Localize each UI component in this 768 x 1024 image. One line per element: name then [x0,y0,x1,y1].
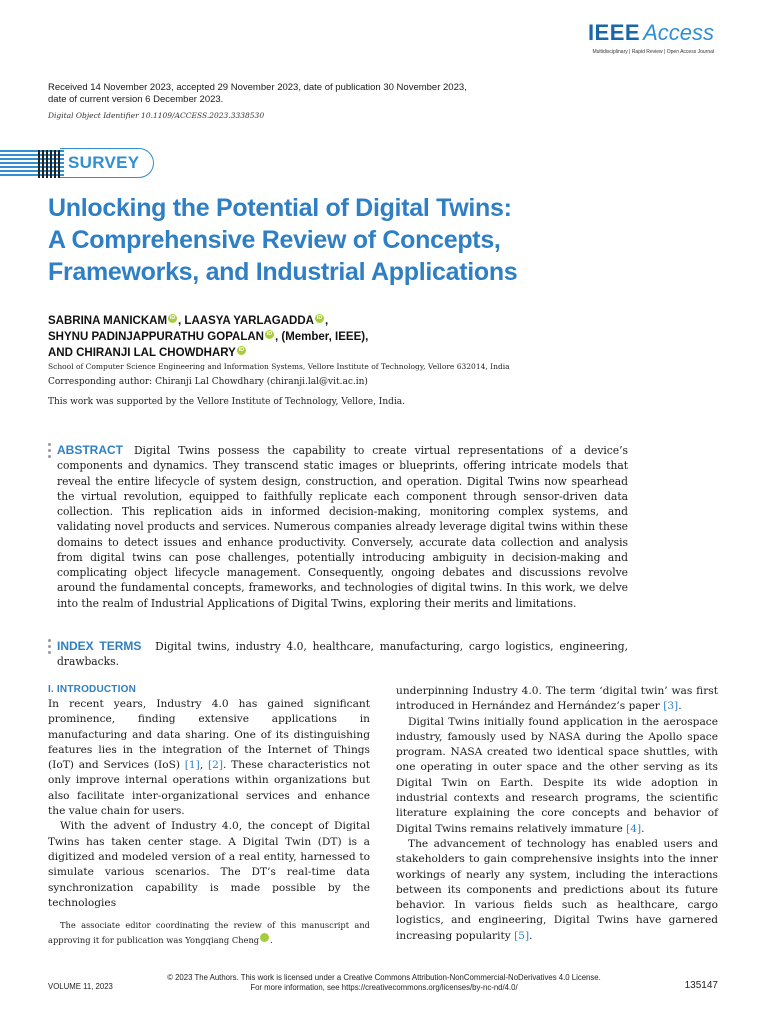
citation-link[interactable]: [1] [184,759,200,772]
paragraph-text: In recent years, Industry 4.0 has gained significant prominence, finding extensive applications in manufacturing and data sharing. One of its distinguishing features lies in the integration of the Internet of Things (IoT) and Services (IoS) [48,698,370,772]
author-line-1 [48,313,608,329]
orcid-icon[interactable]: iD [260,933,269,942]
section-heading: I. INTRODUCTION [48,684,136,695]
license-line2[interactable]: For more information, see https://creativecommons.org/licenses/by-nc-nd/4.0/ [250,983,518,992]
paragraph [48,697,370,819]
publication-dates-line1: Received 14 November 2023, accepted 29 November 2023, date of publication 30 November 2023, [48,82,467,93]
author-membership: , (Member, IEEE), [274,331,369,343]
abstract-text: Digital Twins possess the capability to create virtual representations of a device’s components and dynamics. They transcend static images or blueprints, offering intricate models that reveal the entire lifecycle of system design, construction, and operation. Digital Twins now spearhead the virtual revolution, equipped to faithfully replicate each component through sensor-driven data collection. This replication aids in informed decision-making, monitoring complex systems, and validating novel products and services. Numerous companies already leverage digital twins within these domains to detect issues and enhance productivity. Conversely, accurate data collection and analysis from digital twins can pose challenges, potentially introducing ambiguity in decision-making and complicating object lifecycle management. Consequently, ongoing debates and discussions revolve around the fundamental concepts, frameworks, and technologies of digital twins. In this work, we delve into the realm of Industrial Applications of Digital Twins, exploring their merits and limitations. [57,444,628,610]
author-name: SHYNU PADINJAPPURATHU GOPALAN [48,331,264,343]
publication-dates [48,82,508,105]
survey-banner-bars [38,150,60,178]
paragraph [396,715,718,837]
orcid-icon[interactable]: iD [238,347,245,353]
author-line-2 [48,329,608,345]
orcid-icon[interactable]: iD [316,315,323,321]
orcid-icon[interactable]: iD [266,331,273,337]
publication-dates-line2: date of current version 6 December 2023. [48,93,224,105]
paragraph [396,837,718,944]
logo-access-text: Access [643,20,714,45]
page-number: 135147 [684,980,718,991]
author-list [48,313,608,361]
index-terms-dots-icon [48,639,52,657]
paragraph-text: Digital Twins initially found application in the aerospace industry, famously used by NASA during the Apollo space program. NASA created two identical space shuttles, with one operating in outer space and the other serving as its Digital Twin on Earth. Despite its wide adoption in industrial contexts and research programs, the scientific literature explaining the core concepts and behavior of Digital Twins remains relatively immature [396,715,718,835]
paper-title [48,192,608,288]
paragraph-text: . [529,929,533,942]
author-line-3 [48,345,608,361]
author-name: AND CHIRANJI LAL CHOWDHARY [48,347,236,359]
citation-link[interactable]: [5] [514,929,530,942]
orcid-icon[interactable]: iD [169,315,176,321]
license-notice [150,973,618,993]
body-column-left [48,684,370,911]
editor-note-end: . [270,934,273,945]
abstract-dots-icon [48,443,52,461]
abstract [57,443,628,611]
paper-title-line1: Unlocking the Potential of Digital Twins: [48,194,512,222]
paragraph-text: . These characteristics not only improve internal operations within organizations but also facilitate inter-organizational services and enhance the value chain for users. [48,759,370,818]
author-name: SABRINA MANICKAM [48,315,168,327]
abstract-label: ABSTRACT [57,443,123,457]
citation-link[interactable]: [3] [663,700,679,713]
doi-line: Digital Object Identifier 10.1109/ACCESS.2023.3338530 [48,111,265,120]
paragraph-text: . [678,700,682,713]
index-terms [57,639,628,670]
editor-note [48,919,370,948]
volume-label: VOLUME 11, 2023 [48,982,113,991]
survey-banner [60,148,154,178]
body-column-right [396,684,718,944]
logo-ieee-text: IEEE [587,20,641,45]
paragraph [396,684,718,715]
logo-wordmark [588,22,714,46]
affiliation: School of Computer Science Engineering and Information Systems, Vellore Institute of Technology, Vellore 632014, India [48,362,510,371]
survey-label: SURVEY [68,153,140,172]
paper-title-line2: A Comprehensive Review of Concepts, [48,226,501,254]
paragraph: With the advent of Industry 4.0, the concept of Digital Twins has taken center stage. A Digital Twin (DT) is a digitized and modeled version of a real entity, harnessed to simulate various scenarios. The DT’s real-time data synchronization capability is made possible by the technologies [48,820,370,909]
citation-link[interactable]: [2] [208,759,224,772]
author-name: , LAASYA YARLAGADDA [178,315,314,327]
citation-link[interactable]: [4] [626,822,642,835]
paper-title-line3: Frameworks, and Industrial Applications [48,258,518,286]
index-terms-label: INDEX TERMS [57,639,142,653]
ieee-access-logo [588,22,714,55]
paragraph-text: underpinning Industry 4.0. The term ‘digital twin’ was first introduced in Hernández and Hernández’s paper [396,685,718,713]
index-terms-text: Digital twins, industry 4.0, healthcare, manufacturing, cargo logistics, engineering, drawbacks. [57,640,628,669]
paragraph-text: The advancement of technology has enabled users and stakeholders to gain comprehensive insights into the inner workings of nearly any system, including the interactions between its components and predictions about its future behavior. In various fields such as healthcare, cargo logistics, and engineering, Digital Twins have garnered increasing popularity [396,837,718,942]
corresponding-author: Corresponding author: Chiranji Lal Chowdhary (chiranji.lal@vit.ac.in) [48,377,368,387]
author-separator: , [324,315,329,327]
logo-tagline: Multidisciplinary | Rapid Review | Open Access Journal [592,49,714,55]
license-line1: © 2023 The Authors. This work is licensed under a Creative Commons Attribution-NonCommercial-NoDerivatives 4.0 License. [167,973,601,982]
funding-note: This work was supported by the Vellore Institute of Technology, Vellore, India. [48,397,406,407]
editor-note-text: The associate editor coordinating the review of this manuscript and approving it for publication was Yongqiang Cheng [48,920,370,945]
paragraph-text: , [199,759,209,772]
paragraph-text: . [641,822,645,835]
